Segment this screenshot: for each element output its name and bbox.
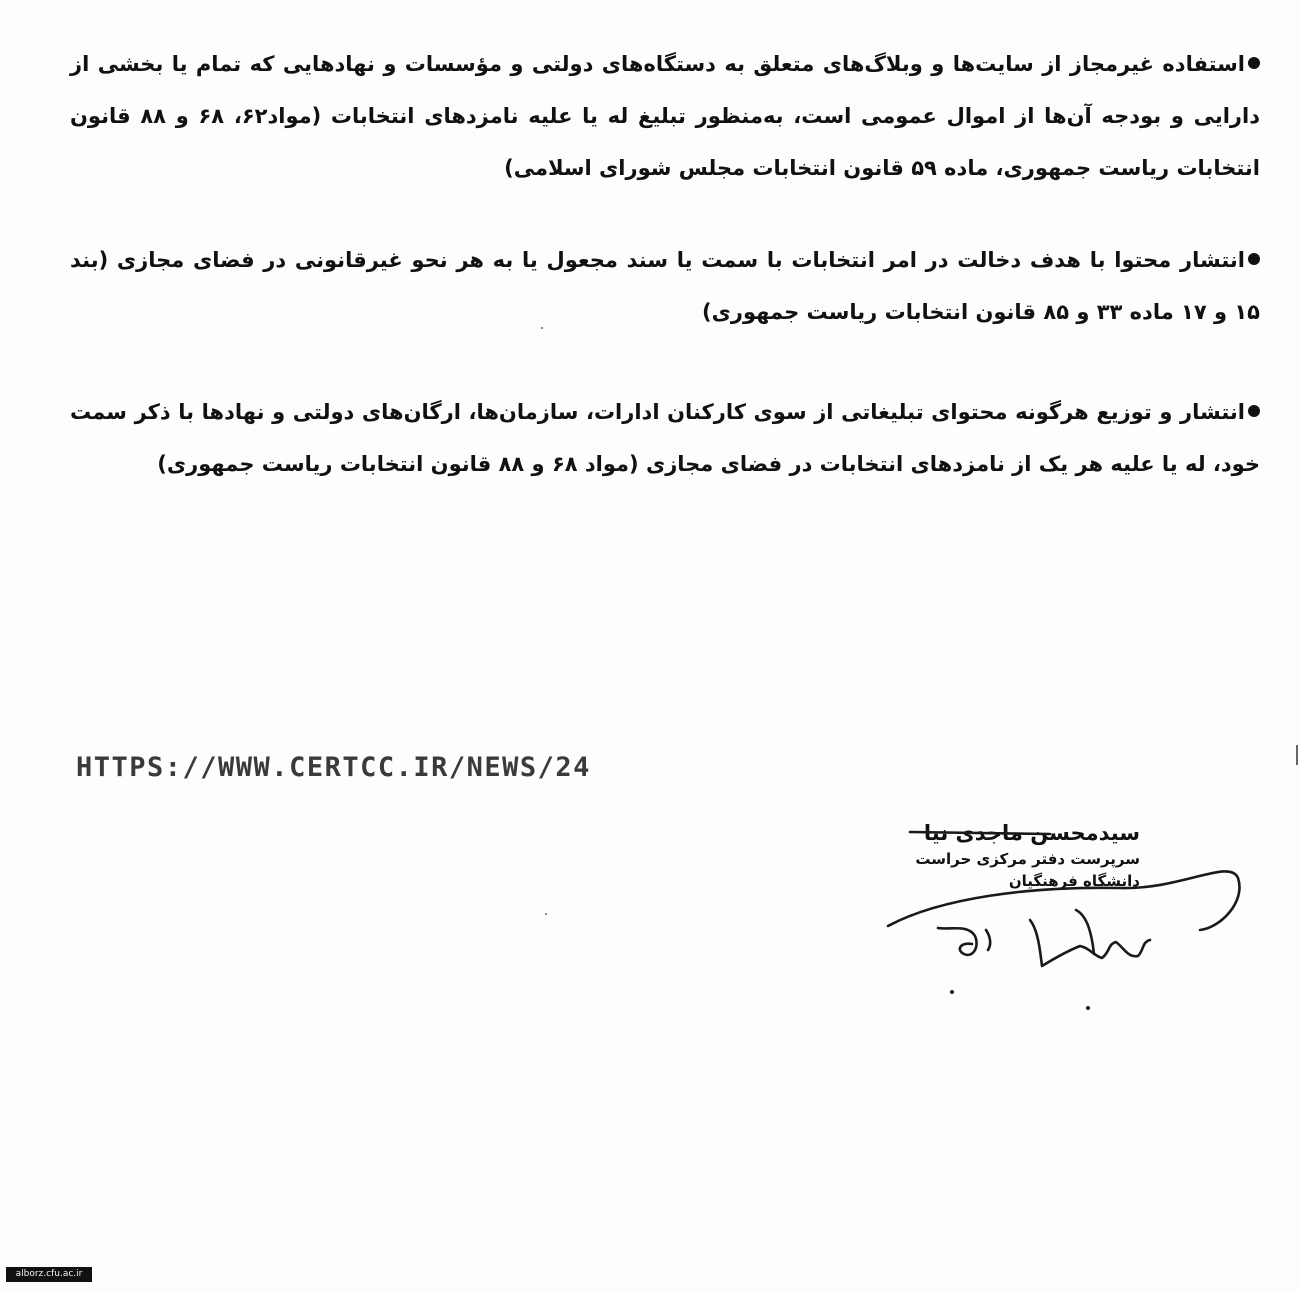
scan-speck: [541, 327, 543, 329]
bullet-icon: [1248, 253, 1260, 265]
source-url: HTTPS://WWW.CERTCC.IR/NEWS/24: [76, 752, 591, 783]
paragraph-item: [70, 38, 1260, 194]
bullet-icon: [1248, 405, 1260, 417]
handwritten-signature-icon: [880, 818, 1260, 1018]
signature-block: [880, 818, 1260, 1018]
watermark-badge: alborz.cfu.ac.ir: [6, 1267, 92, 1282]
paragraph-list: [70, 38, 1260, 538]
paragraph-item: [70, 386, 1260, 490]
paragraph-item: [70, 234, 1260, 338]
signatory-organization: دانشگاه فرهنگیان: [1008, 872, 1140, 890]
paragraph-text: انتشار محتوا با هدف دخالت در امر انتخابات با سمت یا سند مجعول یا به هر نحو غیرقانونی در فضای مجازی (بند ۱۵ و ۱۷ ماده ۳۳ و ۸۵ قانون انتخابات ریاست جمهوری): [70, 248, 1260, 324]
signatory-name: سیدمحسن ماجدی نیا: [923, 821, 1140, 845]
bullet-icon: [1248, 57, 1260, 69]
paragraph-text: استفاده غیرمجاز از سایت‌ها و وبلاگ‌های متعلق به دستگاه‌های دولتی و مؤسسات و نهادهایی که تمام یا بخشی از دارایی و بودجه آن‌ها از اموال عمومی است، به‌منظور تبلیغ له یا علیه نامزدهای انتخابات (مواد۶۲، ۶۸ و ۸۸ قانون انتخابات ریاست جمهوری، ماده ۵۹ قانون انتخابات مجلس شورای اسلامی): [70, 52, 1260, 180]
scan-speck: [545, 913, 547, 915]
paragraph-text: انتشار و توزیع هرگونه محتوای تبلیغاتی از سوی کارکنان ادارات، سازمان‌ها، ارگان‌های دولتی و نهادها با ذکر سمت خود، له یا علیه هر یک از نامزدهای انتخابات در فضای مجازی (مواد ۶۸ و ۸۸ قانون انتخابات ریاست جمهوری): [70, 400, 1260, 476]
signatory-title: سرپرست دفتر مرکزی حراست: [915, 850, 1140, 868]
scan-edge-mark: [1296, 745, 1298, 765]
